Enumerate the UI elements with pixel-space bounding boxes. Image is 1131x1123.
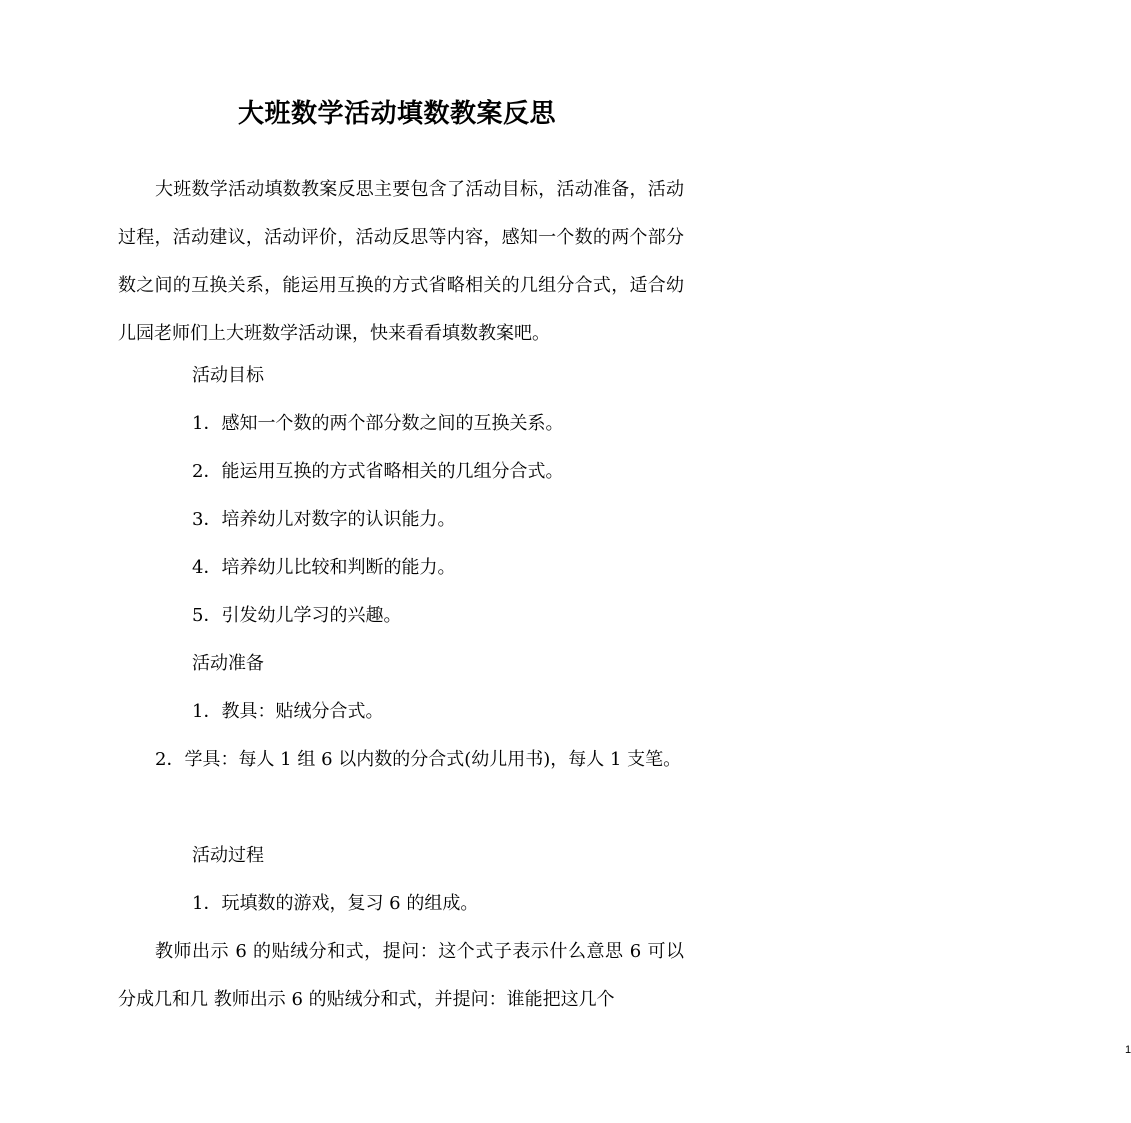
prep-item-1: 1．教具：贴绒分合式。 [192,701,384,722]
goal-item-5: 5．引发幼儿学习的兴趣。 [192,605,402,626]
process-heading: 活动过程 [192,845,264,866]
page-number-text: 1 [1125,1044,1131,1056]
page-number [0,1044,1131,1056]
goal-item-3: 3．培养幼儿对数字的认识能力。 [192,509,456,530]
goals-heading: 活动目标 [192,365,264,386]
intro-paragraph: 大班数学活动填数教案反思主要包含了活动目标，活动准备，活动过程，活动建议，活动评价，活动反思等内容，感知一个数的两个部分数之间的互换关系，能运用互换的方式省略相关的几组分合式，适合幼儿园老师们上大班数学活动课，快来看看填数教案吧。 [118,179,684,344]
prep-item-2: 2．学具：每人 1 组 6 以内数的分合式(幼儿用书)，每人 1 支笔。 [155,749,682,770]
process-paragraph: 教师出示 6 的贴绒分和式，提问：这个式子表示什么意思 6 可以分成几和几 教师出示 6 的贴绒分和式，并提问：谁能把这几个 [118,941,684,1010]
goal-item-4: 4．培养幼儿比较和判断的能力。 [192,557,456,578]
prep-heading: 活动准备 [192,653,264,674]
process-item-1: 1．玩填数的游戏，复习 6 的组成。 [192,893,479,914]
document-title: 大班数学活动填数教案反思 [237,99,556,129]
goal-item-2: 2．能运用互换的方式省略相关的几组分合式。 [192,461,564,482]
goal-item-1: 1．感知一个数的两个部分数之间的互换关系。 [192,413,564,434]
